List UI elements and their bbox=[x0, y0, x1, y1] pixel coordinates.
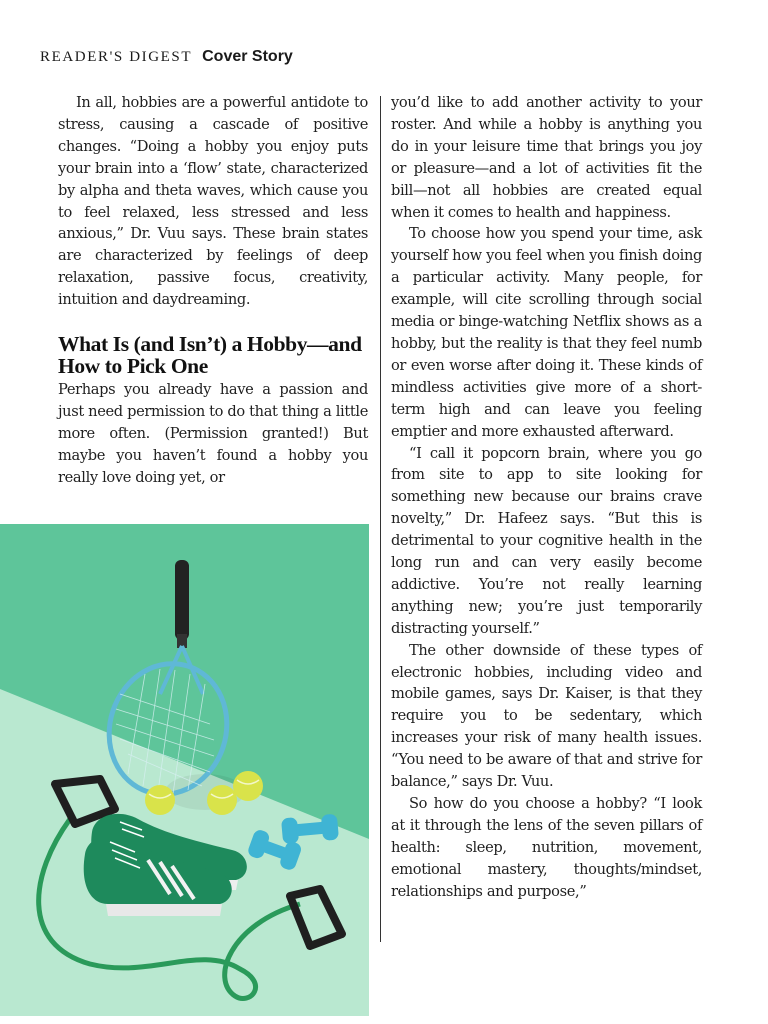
hobby-equipment-photo bbox=[0, 524, 369, 1016]
body-paragraph: To choose how you spend your time, ask yourself how you feel when you finish doing a particular activity. Many people, for example, will cite scrolling through social media or binge-watching Netflix shows as a hobby, but the reality is that they feel numb or even worse after doing it. These kinds of mindless activities give more of a short-term high and can leave you feeling emptier and more exhausted afterward. bbox=[391, 225, 702, 440]
body-paragraph: Perhaps you already have a passion and just need permission to do that thing a little more often. (Permission granted!) But maybe you haven’t found a hobby you really love doing yet, or bbox=[58, 381, 368, 486]
body-paragraph: The other downside of these types of electronic hobbies, including video and mobile games, says Dr. Kaiser, is that they require you to be sedentary, which increases your risk of many health issues. “You need to be aware of that and strive for balance,” says Dr. Vuu. bbox=[391, 641, 702, 791]
running-head bbox=[40, 48, 293, 66]
column-divider bbox=[380, 96, 381, 942]
body-paragraph: you’d like to add another activity to your roster. And while a hobby is anything you do in your leisure time that brings you joy or pleasure—and a lot of activities fit the bill—not all hobbies are created equal when it comes to health and happiness. bbox=[391, 94, 702, 221]
left-column bbox=[58, 92, 368, 489]
magazine-name: READER'S DIGEST bbox=[40, 49, 193, 65]
body-paragraph: So how do you choose a hobby? “I look at it through the lens of the seven pillars of health: sleep, nutrition, movement, emotional mastery, thoughts/mindset, relationships and purpose,” bbox=[391, 795, 702, 900]
body-paragraph: “I call it popcorn brain, where you go from site to app to site looking for something new because our brains crave novelty,” Dr. Hafeez says. “But this is detrimental to your cognitive health in the long run and can very easily become addictive. You’re not really learning anything new; you’re just temporarily distracting yourself.” bbox=[391, 444, 702, 637]
section-name: Cover Story bbox=[202, 48, 293, 65]
right-column bbox=[391, 92, 702, 903]
section-subhead: What Is (and Isn’t) a Hobby—and How to Pick One bbox=[58, 332, 362, 379]
body-paragraph: In all, hobbies are a powerful antidote to stress, causing a cascade of positive changes. “Doing a hobby you enjoy puts your brain into a ‘flow’ state, characterized by alpha and theta waves, which cause you to feel relaxed, less stressed and less anxious,” Dr. Vuu says. These brain states are characterized by feelings of deep relaxation, passive focus, creativity, intuition and daydreaming. bbox=[58, 94, 368, 309]
